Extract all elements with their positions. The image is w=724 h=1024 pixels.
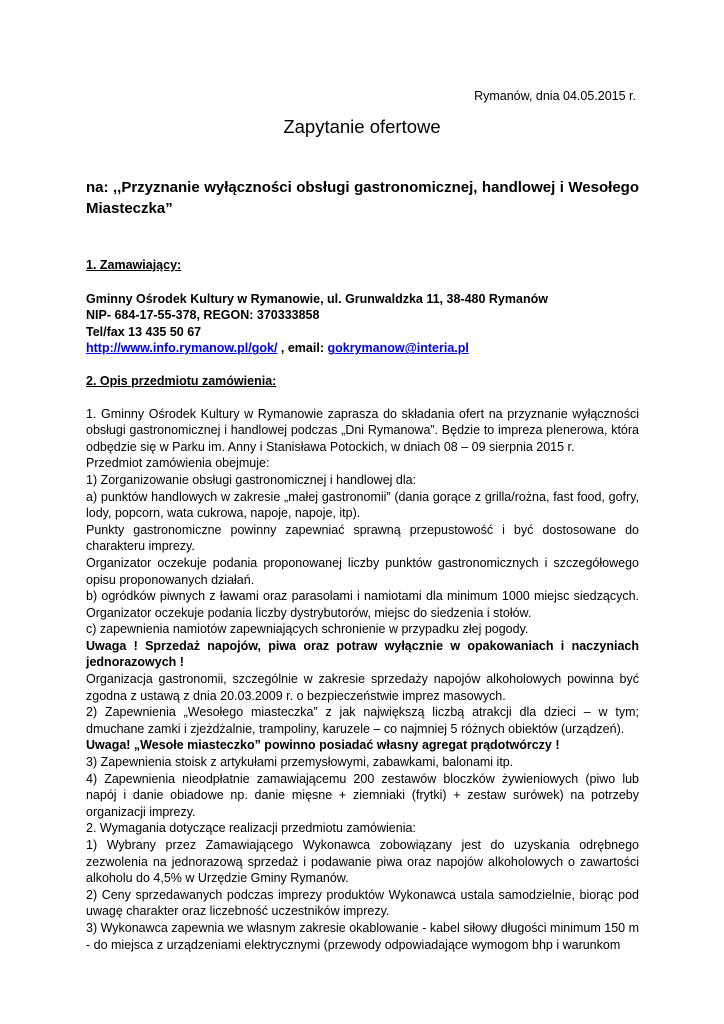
paragraph: 1. Gminny Ośrodek Kultury w Rymanowie zaprasza do składania ofert na przyznanie wyłączności obsługi gastronomicznej i handlowej podczas „Dni Rymanowa”. Będzie to impreza plenerowa, która odbędzie się w Parku im. Anny i Stanisława Potockich, w dniach 08 – 09 sierpnia 2015 r. bbox=[86, 406, 639, 454]
email-separator: , email: bbox=[277, 341, 328, 356]
section-2-paragraphs bbox=[86, 406, 639, 954]
email-link[interactable]: gokrymanow@interia.pl bbox=[327, 341, 469, 356]
paragraph: Organizacja gastronomii, szczególnie w zakresie sprzedaży napojów alkoholowych powinna być zgodna z ustawą z dnia 20.03.2009 r. o bezpieczeństwie imprez masowych. bbox=[86, 672, 639, 703]
paragraph: 2) Ceny sprzedawanych podczas imprezy produktów Wykonawca ustala samodzielnie, biorąc pod uwagę charakter oraz liczebność uczestników imprezy. bbox=[86, 887, 639, 919]
organization-line: Gminny Ośrodek Kultury w Rymanowie, ul. Grunwaldzka 11, 38-480 Rymanów bbox=[86, 291, 548, 306]
paragraph: 2. Wymagania dotyczące realizacji przedmiotu zamówienia: bbox=[86, 821, 416, 836]
tel-fax-line: Tel/fax 13 435 50 67 bbox=[86, 324, 202, 339]
paragraph: 1) Wybrany przez Zamawiającego Wykonawca zobowiązany jest do uzyskania odrębnego zezwolenia na jednorazową sprzedaż i podawanie piwa oraz napojów alkoholowych o zawartości alkoholu do 4,5% w Urzędzie Gminy Rymanów. bbox=[86, 838, 639, 886]
paragraph: 4) Zapewnienia nieodpłatnie zamawiającemu 200 zestawów bloczków żywieniowych (piwo lub napój i danie obiadowe np. danie mięsne + ziemniaki (frytki) + zestaw surówek) na potrzeby organizacji imprezy. bbox=[86, 771, 639, 819]
paragraph: b) ogródków piwnych z ławami oraz parasolami i namiotami dla minimum 1000 miejsc siedzących. Organizator oczekuje podania liczby dystrybutorów, miejsc do siedzenia i stołów. bbox=[86, 589, 639, 620]
paragraph: 2) Zapewnienia „Wesołego miasteczka” z jak największą liczbą atrakcji dla dzieci – w tym; dmuchane zamki i zjeżdżalnie, trampoliny, karuzele – co najmniej 5 różnych obiektów (urządzeń). bbox=[86, 705, 639, 736]
paragraph: Punkty gastronomiczne powinny zapewniać sprawną przepustowość i być dostosowane do charakteru imprezy. bbox=[86, 522, 639, 554]
section-1-heading: 1. Zamawiający: bbox=[86, 258, 182, 272]
paragraph: Uwaga ! Sprzedaż napojów, piwa oraz potraw wyłącznie w opakowaniach i naczyniach jednorazowych ! bbox=[86, 638, 639, 670]
website-link[interactable]: http://www.info.rymanow.pl/gok/ bbox=[86, 341, 278, 356]
paragraph: Organizator oczekuje podania proponowanej liczby punktów gastronomicznych i szczegółowego opisu proponowanych działań. bbox=[86, 555, 639, 587]
document-title: Zapytanie ofertowe bbox=[283, 116, 441, 137]
paragraph: a) punktów handlowych w zakresie „małej gastronomii” (dania gorące z grilla/rożna, fast food, gofry, lody, popcorn, wata cukrowa, napoje, napoje, itp). bbox=[86, 489, 639, 521]
document-body bbox=[86, 257, 639, 953]
nip-regon-line: NIP- 684-17-55-378, REGON: 370333858 bbox=[86, 308, 320, 323]
paragraph: 3) Zapewnienia stoisk z artykułami przemysłowymi, zabawkami, balonami itp. bbox=[86, 755, 514, 770]
paragraph: 3) Wykonawca zapewnia we własnym zakresie okablowanie - kabel siłowy długości minimum 150 m - do miejsca z urządzeniami elektrycznymi (przewody odpowiadające wymogom bhp i warunkom bbox=[86, 920, 639, 952]
contact-line bbox=[86, 340, 639, 357]
paragraph: 1) Zorganizowanie obsługi gastronomicznej i handlowej dla: bbox=[86, 472, 417, 487]
date-line: Rymanów, dnia 04.05.2015 r. bbox=[474, 89, 636, 103]
paragraph: Uwaga! „Wesołe miasteczko” powinno posiadać własny agregat prądotwórczy ! bbox=[86, 738, 560, 753]
paragraph: Przedmiot zamówienia obejmuje: bbox=[86, 456, 270, 471]
document-subject: na: ,,Przyznanie wyłączności obsługi gastronomicznej, handlowej i Wesołego Miasteczka” bbox=[86, 179, 639, 217]
paragraph: c) zapewnienia namiotów zapewniających schronienie w przypadku złej pogody. bbox=[86, 622, 529, 637]
section-2-heading: 2. Opis przedmiotu zamówienia: bbox=[86, 373, 277, 388]
